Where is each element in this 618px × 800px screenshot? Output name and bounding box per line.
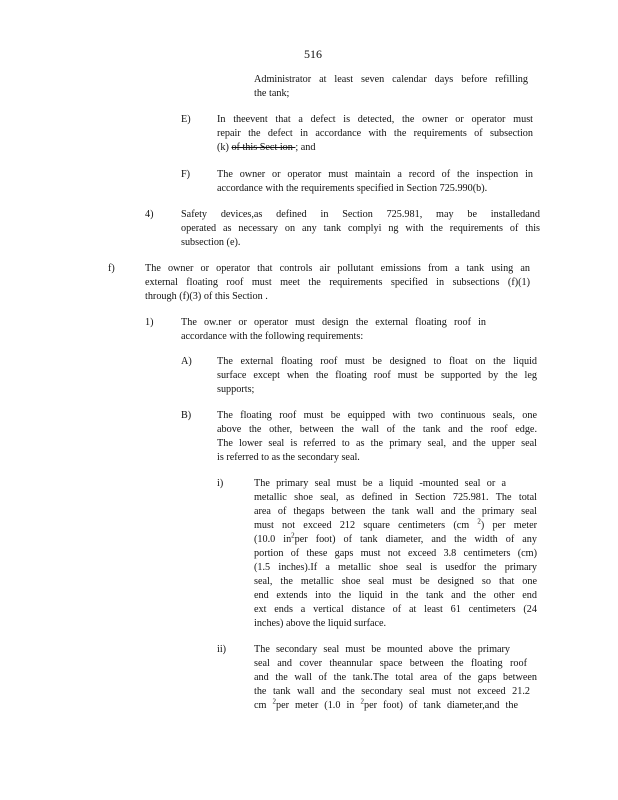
text-line: inches) above the liquid surface.: [254, 618, 387, 629]
text-line: In theevent that a defect is detected, the owner or operator must: [217, 114, 533, 125]
text-line: seal, the metallic shoe seal must be designed so that one: [254, 576, 537, 587]
text-line: (1.5 inches).If a metallic shoe seal is usedfor the primary: [254, 562, 537, 573]
list-marker: F): [181, 169, 191, 180]
text-line: (10.0 $in^2per$ foot) of tank diameter, and the width of any: [254, 531, 537, 545]
text-line: supports;: [217, 384, 255, 395]
text-line: metallic shoe seal, as defined in Section 725.981. The total: [254, 492, 537, 503]
text-line: operated as necessary on any tank complyi ng with the requirements of this: [181, 223, 540, 234]
text-line: repair the defect in accordance with the requirements of subsection: [217, 128, 533, 139]
struck-text: of this Sect ion: [231, 142, 296, 153]
text-line: external floating roof must meet the requirements specified in subsections (f)(1): [145, 277, 530, 288]
list-marker: A): [181, 356, 192, 367]
text-line: (k) of this Sect ion ; and: [217, 142, 316, 153]
text-line: cm $^2$per meter (1.0 in $^2$per foot) of tank diameter,and the: [254, 697, 518, 711]
list-marker: 4): [145, 209, 154, 220]
text-line: ext ends a vertical distance of at least 61 centimeters (24: [254, 604, 537, 615]
text-line: The primary seal must be a liquid -mounted seal or a: [254, 478, 506, 489]
page-number: 516: [304, 47, 322, 61]
list-marker: B): [181, 410, 192, 421]
list-marker: ii): [217, 644, 227, 655]
text-line: The ow.ner or operator must design the external floating roof in: [181, 317, 486, 328]
text-line: above the other, between the wall of the tank and the roof edge.: [217, 424, 537, 435]
text-line: Safety devices,as defined in Section 725.981, may be installedand: [181, 209, 540, 220]
text-line: The secondary seal must be mounted above the primary: [254, 644, 510, 655]
text-line: subsection (e).: [181, 237, 241, 248]
text-line: The floating roof must be equipped with two continuous seals, one: [217, 410, 537, 421]
text-line: area of thegaps between the tank wall and the primary seal: [254, 506, 537, 517]
text-line: and the wall of the tank.The total area of the gaps between: [254, 672, 537, 683]
text-line: is referred to as the secondary seal.: [217, 452, 360, 463]
text-line: accordance with the following requirements:: [181, 331, 364, 342]
text-line: the tank;: [254, 88, 290, 99]
list-marker: E): [181, 114, 191, 125]
text-line: portion of these gaps must not exceed 3.8 centimeters (cm): [254, 548, 537, 559]
text-line: accordance with the requirements specified in Section 725.990(b).: [217, 183, 488, 194]
text-line: the tank wall and the secondary seal must not exceed 21.2: [254, 686, 530, 697]
text-line: The owner or operator that controls air pollutant emissions from a tank using an: [145, 263, 530, 274]
text-line: The lower seal is referred to as the primary seal, and the upper seal: [217, 438, 537, 449]
list-marker: f): [108, 263, 115, 274]
text-line: end extends into the liquid in the tank and the other end: [254, 590, 537, 601]
text-line: Administrator at least seven calendar days before refilling: [254, 74, 528, 85]
text-line: The owner or operator must maintain a record of the inspection in: [217, 169, 533, 180]
text-line: The external floating roof must be designed to float on the liquid: [217, 356, 537, 367]
text-line: through (f)(3) of this Section .: [145, 291, 268, 302]
list-marker: 1): [145, 317, 154, 328]
list-marker: i): [217, 478, 224, 489]
text-line: seal and cover theannular space between the floating roof: [254, 658, 527, 669]
text-line: surface except when the floating roof must be supported by the leg: [217, 370, 537, 381]
text-line: must not exceed 212 square centimeters (cm $^2$) per meter: [254, 517, 537, 531]
